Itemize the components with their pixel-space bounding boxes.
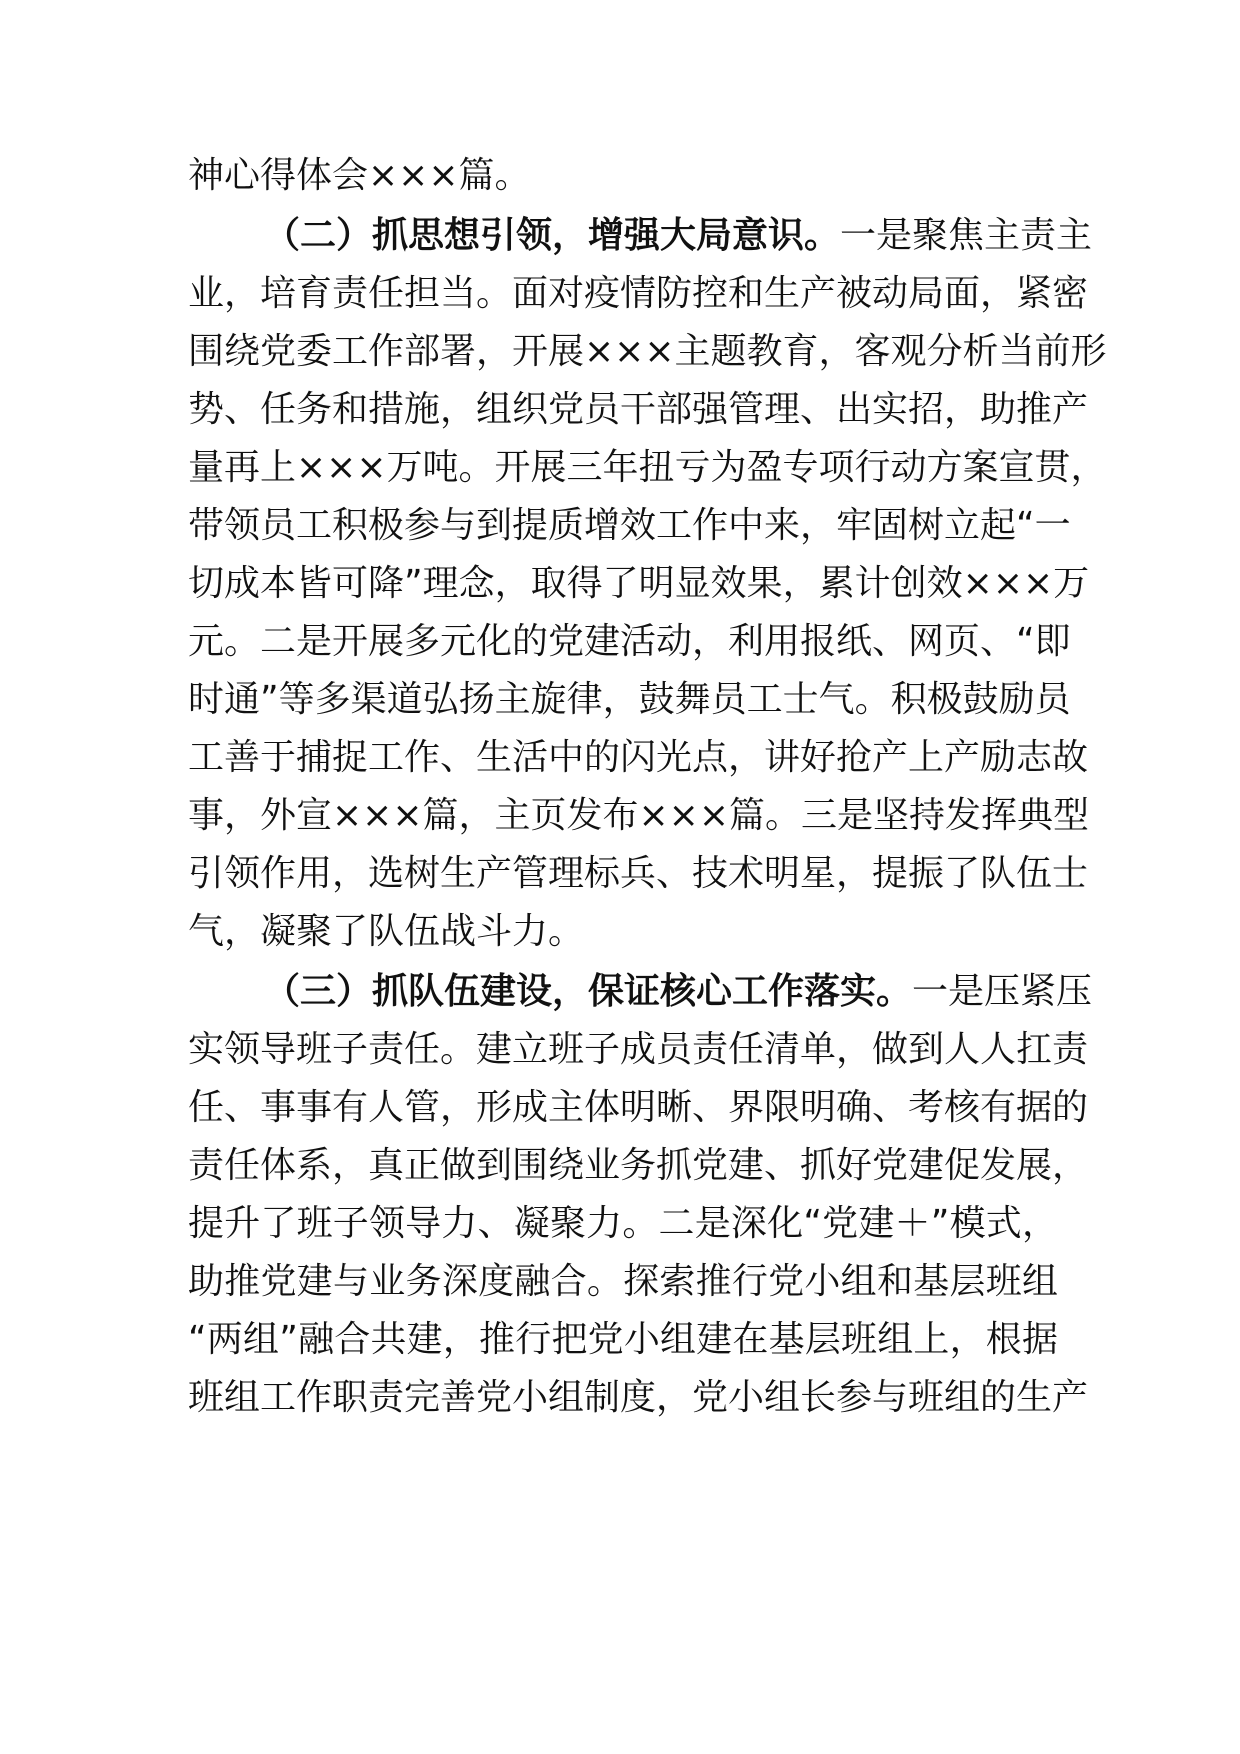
section-heading-line [264, 206, 1093, 266]
paragraph-line: 实领导班子责任。建立班子成员责任清单，做到人人扛责 [188, 1029, 1089, 1070]
paragraph-line: 气，凝聚了队伍战斗力。 [188, 911, 585, 952]
paragraph-line: 势、任务和措施，组织党员干部强管理、出实招，助推产 [188, 389, 1089, 430]
paragraph-line: 工善于捕捉工作、生活中的闪光点，讲好抢产上产励志故 [188, 737, 1089, 778]
section-heading: （二）抓思想引领，增强大局意识。 [264, 215, 841, 256]
paragraph-line: 班组工作职责完善党小组制度，党小组长参与班组的生产 [188, 1377, 1089, 1418]
paragraph-line: “两组”融合共建，推行把党小组建在基层班组上，根据 [188, 1319, 1058, 1360]
paragraph-line: 责任体系，真正做到围绕业务抓党建、抓好党建促发展， [188, 1145, 1089, 1186]
section-heading-line [264, 962, 1093, 1022]
paragraph-line: 神心得体会×××篇。 [188, 155, 531, 196]
paragraph-line: 业，培育责任担当。面对疫情防控和生产被动局面，紧密 [188, 273, 1089, 314]
paragraph-line: 引领作用，选树生产管理标兵、技术明星，提振了队伍士 [188, 853, 1089, 894]
paragraph-line: 时通”等多渠道弘扬主旋律，鼓舞员工士气。积极鼓励员 [188, 679, 1071, 720]
paragraph-line: 提升了班子领导力、凝聚力。二是深化“党建＋”模式， [188, 1203, 1058, 1244]
paragraph-line: 任、事事有人管，形成主体明晰、界限明确、考核有据的 [188, 1087, 1089, 1128]
paragraph-line: 助推党建与业务深度融合。探索推行党小组和基层班组 [188, 1261, 1058, 1302]
paragraph-line: 事，外宣×××篇，主页发布×××篇。三是坚持发挥典型 [188, 795, 1089, 836]
paragraph-line: 带领员工积极参与到提质增效工作中来，牢固树立起“一 [188, 505, 1071, 546]
paragraph-text: 一是压紧压 [912, 971, 1093, 1012]
paragraph-line: 切成本皆可降”理念，取得了明显效果，累计创效×××万 [188, 563, 1090, 604]
paragraph-line: 元。二是开展多元化的党建活动，利用报纸、网页、“即 [188, 621, 1071, 662]
paragraph-line: 围绕党委工作部署，开展×××主题教育，客观分析当前形 [188, 331, 1107, 372]
paragraph-text: 一是聚焦主责主 [840, 215, 1093, 256]
section-heading: （三）抓队伍建设，保证核心工作落实。 [264, 971, 913, 1012]
paragraph-line: 量再上×××万吨。开展三年扭亏为盈专项行动方案宣贯， [188, 447, 1107, 488]
